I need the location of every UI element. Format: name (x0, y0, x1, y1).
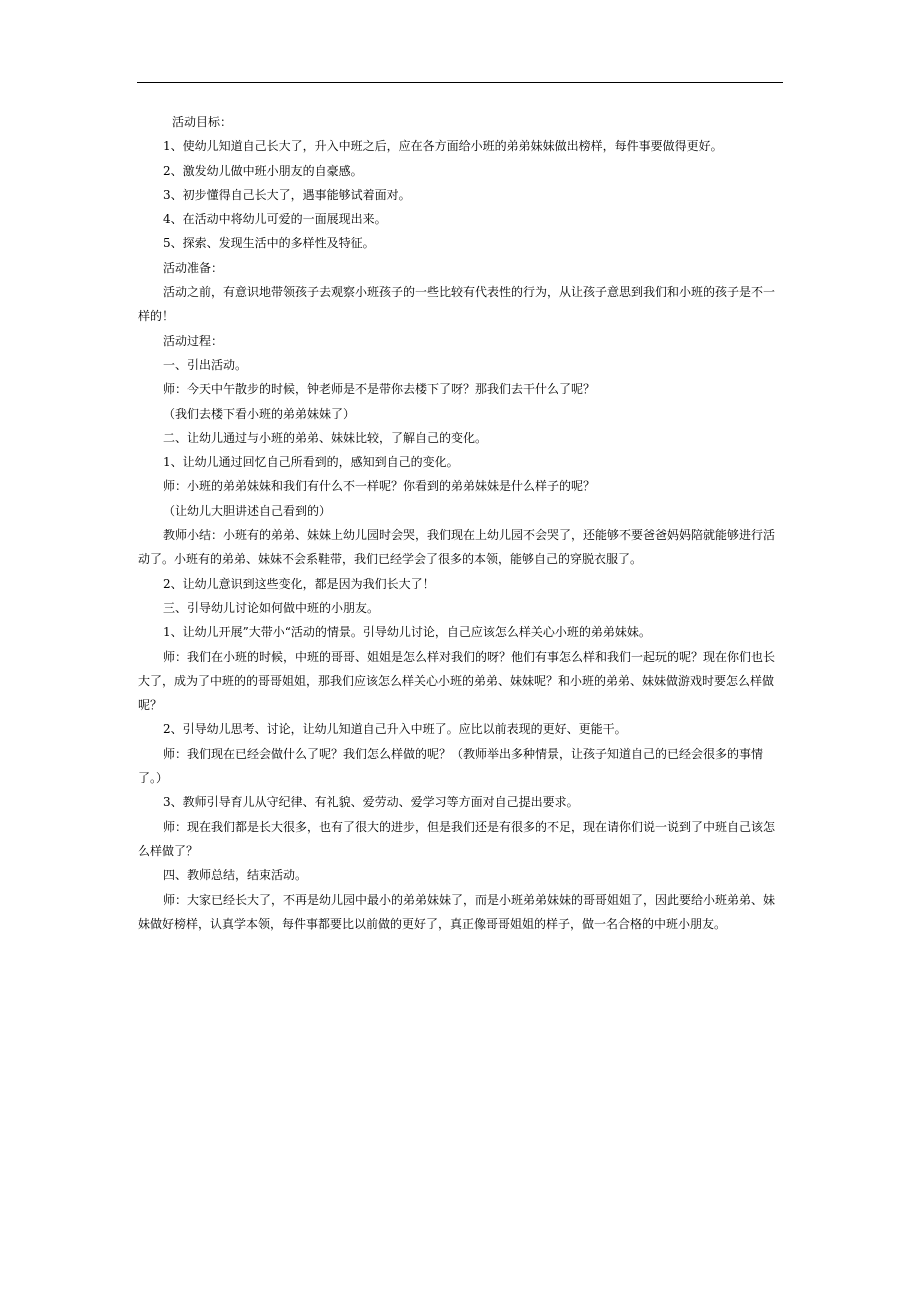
header-rule (137, 82, 783, 83)
paragraph: 教师小结：小班有的弟弟、妹妹上幼儿园时会哭，我们现在上幼儿园不会哭了，还能够不要爸爸妈妈陪就能够进行活动了。小班有的弟弟、妹妹不会系鞋带，我们已经学会了很多的本领，能够自己的穿脱衣服了。 (138, 528, 776, 567)
goal-item: 2、激发幼儿做中班小朋友的自豪感。 (163, 163, 363, 178)
paragraph: （让幼儿大胆讲述自己看到的） (163, 503, 332, 518)
paragraph: （我们去楼下看小班的弟弟妹妹了） (163, 406, 356, 421)
paragraph: 师：我们在小班的时候，中班的哥哥、姐姐是怎么样对我们的呀？他们有事怎么样和我们一起玩的呢？现在你们也长大了，成为了中班的的哥哥姐姐，那我们应该怎么样关心小班的弟弟、妹妹呢？和小班的弟弟、妹妹做游戏时要怎么样做呢？ (138, 649, 776, 713)
paragraph: 1、让幼儿通过回忆自己所看到的，感知到自己的变化。 (163, 455, 459, 470)
step-heading: 三、引导幼儿讨论如何做中班的小朋友。 (163, 600, 380, 615)
paragraph: 2、让幼儿意识到这些变化，都是因为我们长大了！ (163, 576, 435, 591)
section-heading-goals: 活动目标： (172, 115, 233, 129)
document-body (138, 110, 784, 936)
paragraph: 活动之前，有意识地带领孩子去观察小班孩子的一些比较有代表性的行为，从让孩子意思到我们和小班的孩子是不一样的！ (138, 285, 776, 324)
step-heading: 一、引出活动。 (163, 357, 248, 372)
section-heading-preparation: 活动准备： (163, 260, 224, 275)
paragraph: 3、教师引导育儿从守纪律、有礼貌、爱劳动、爱学习等方面对自己提出要求。 (163, 795, 579, 810)
section-heading-process: 活动过程： (163, 333, 224, 348)
goal-item: 1、使幼儿知道自己长大了，升入中班之后，应在各方面给小班的弟弟妹妹做出榜样，每件事要做得更好。 (163, 139, 723, 154)
step-heading: 四、教师总结，结束活动。 (163, 868, 308, 883)
paragraph: 师：大家已经长大了，不再是幼儿园中最小的弟弟妹妹了，而是小班弟弟妹妹的哥哥姐姐了，因此要给小班弟弟、妹妹做好榜样，认真学本领，每件事都要比以前做的更好了，真正像哥哥姐姐的样子，做一名合格的中班小朋友。 (138, 892, 776, 931)
step-heading: 二、让幼儿通过与小班的弟弟、妹妹比较，了解自己的变化。 (163, 430, 488, 445)
paragraph: 师：今天中午散步的时候，钟老师是不是带你去楼下了呀？那我们去干什么了呢？ (163, 382, 596, 397)
paragraph: 师：现在我们都是长大很多，也有了很大的进步，但是我们还是有很多的不足，现在请你们说一说到了中班自己该怎么样做了？ (138, 819, 776, 858)
goal-item: 5、探索、发现生活中的多样性及特征。 (163, 236, 375, 251)
paragraph: 师：小班的弟弟妹妹和我们有什么不一样呢？你看到的弟弟妹妹是什么样子的呢？ (163, 479, 596, 494)
goal-item: 3、初步懂得自己长大了，遇事能够试着面对。 (163, 187, 411, 202)
paragraph: 师：我们现在已经会做什么了呢？我们怎么样做的呢？（教师举出多种情景，让孩子知道自己的已经会很多的事情了。） (138, 746, 764, 786)
paragraph: 1、让幼儿开展”大带小“活动的情景。引导幼儿讨论，自己应该怎么样关心小班的弟弟妹妹。 (163, 625, 651, 640)
goal-item: 4、在活动中将幼儿可爱的一面展现出来。 (163, 212, 387, 227)
paragraph: 2、引导幼儿思考、讨论，让幼儿知道自己升入中班了。应比以前表现的更好、更能干。 (163, 722, 627, 737)
